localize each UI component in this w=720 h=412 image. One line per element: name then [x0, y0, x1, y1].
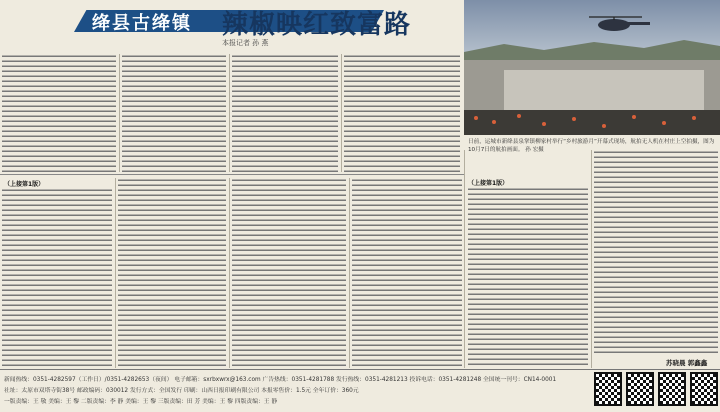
article-column-5	[2, 188, 112, 366]
qr-code-2	[626, 372, 654, 406]
article-column-4	[344, 54, 460, 172]
photo-caption: 日前，运城市新绛县泉掌镇柳家村举行“乡村旅游月”开幕式现场，航拍无人机在村庄上空拍摄，图为10月7日的航拍画面。 孙 宏摄	[468, 139, 715, 153]
qr-code-1	[594, 372, 622, 406]
article-column-1	[2, 54, 116, 172]
footer-contact: 新闻热线：0351-4282597（工作日）/0351-4282653（夜间） 电子邮箱：sxrbxwrx@163.com 广告热线：0351-4281788 发行热线：0351-4281213 投诉电话：0351-4281248 全国统一刊号：CN14-0001	[4, 377, 557, 383]
article-column-3	[232, 54, 338, 172]
continued-lead-left: （上接第1版）	[4, 181, 45, 188]
continued-lead-right: （上接第1版）	[468, 180, 509, 187]
qr-code-4	[690, 372, 718, 406]
footer-editors: 一版责编：王 敬 美编：王 黎 二版责编：李 静 美编：王 黎 三版责编：田 芳 美编：王 黎 四版责编：王 静	[4, 399, 278, 405]
byline: 本报记者 孙 燕	[222, 39, 269, 47]
qr-code-3	[658, 372, 686, 406]
footer-address: 社址：太原市双塔寺街38号 邮政编码：030012 发行方式：全国发行 印刷：山西日报印刷有限公司 本报零售价：1.5元 全年订价：360元	[4, 388, 359, 394]
article-column-9	[468, 187, 588, 366]
section-title: 绛县古绛镇	[92, 13, 192, 34]
article-column-8	[352, 178, 462, 366]
photo-credit: 孙 宏摄	[525, 147, 544, 153]
news-photo	[464, 0, 720, 135]
article-column-7	[232, 178, 346, 366]
article-column-10	[594, 150, 718, 355]
headline: 辣椒映红致富路	[222, 10, 412, 40]
article-column-2	[122, 54, 226, 172]
author-signature: 苏晓晨 郭鑫鑫	[666, 359, 708, 367]
article-column-6	[118, 178, 226, 366]
